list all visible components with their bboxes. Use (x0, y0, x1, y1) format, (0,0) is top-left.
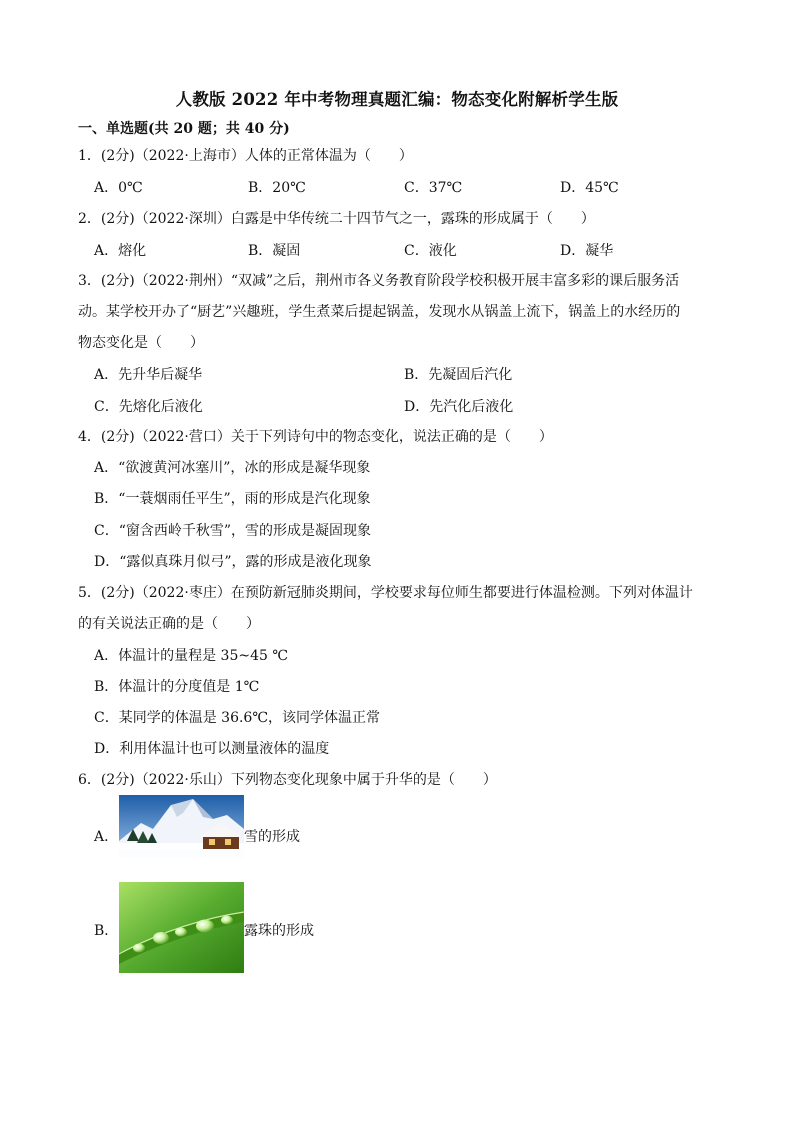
snow-scene-image (119, 795, 244, 858)
question-text: 6．(2分)（2022·乐山）下列物态变化现象中属于升华的是（ ） (78, 772, 497, 788)
option-d: D．利用体温计也可以测量液体的温度 (94, 741, 330, 757)
page-title: 人教版 2022 年中考物理真题汇编：物态变化附解析学生版 (175, 90, 619, 109)
question-text: 1．(2分)（2022·上海市）人体的正常体温为（ ） (78, 148, 413, 164)
option-c: C．37℃ (404, 180, 463, 196)
section-title: 一、单选题(共 20 题；共 40 分) (78, 121, 290, 137)
option-b: B．先凝固后汽化 (404, 367, 513, 383)
question-text: 物态变化是（ ） (78, 335, 204, 351)
question-text: 2．(2分)（2022·深圳）白露是中华传统二十四节气之一，露珠的形成属于（ ） (78, 211, 595, 227)
option-c: C．液化 (404, 243, 457, 259)
option-a: A．熔化 (94, 243, 147, 259)
question-text: 3．(2分)（2022·荆州）“双减”之后，荆州市各义务教育阶段学校积极开展丰富多彩的课后服务活 (78, 273, 680, 289)
option-a: A．“欲渡黄河冰塞川”，冰的形成是凝华现象 (94, 460, 371, 476)
question-text: 4．(2分)（2022·营口）关于下列诗句中的物态变化，说法正确的是（ ） (78, 429, 553, 445)
option-b-caption: 露珠的形成 (244, 923, 314, 939)
option-d: D．先汽化后液化 (404, 399, 514, 415)
option-c: C．“窗含西岭千秋雪”，雪的形成是凝固现象 (94, 523, 372, 539)
option-a-caption: 雪的形成 (244, 829, 300, 845)
option-c: C．某同学的体温是 36.6℃，该同学体温正常 (94, 710, 380, 726)
option-d: D．“露似真珠月似弓”，露的形成是液化现象 (94, 554, 372, 570)
option-a: A．0℃ (94, 180, 143, 196)
option-b: B．20℃ (248, 180, 306, 196)
option-b: B．凝固 (248, 243, 301, 259)
option-c: C．先熔化后液化 (94, 399, 203, 415)
option-d: D．45℃ (560, 180, 619, 196)
option-b: B．体温计的分度值是 1℃ (94, 679, 260, 695)
question-text: 5．(2分)（2022·枣庄）在预防新冠肺炎期间，学校要求每位师生都要进行体温检测。下列对体温计 (78, 585, 693, 601)
question-text: 的有关说法正确的是（ ） (78, 616, 260, 632)
option-d: D．凝华 (560, 243, 614, 259)
option-b: B．“一蓑烟雨任平生”，雨的形成是汽化现象 (94, 491, 371, 507)
option-a: A．先升华后凝华 (94, 367, 203, 383)
question-text: 动。某学校开办了“厨艺”兴趣班，学生煮菜后提起锅盖，发现水从锅盖上流下，锅盖上的水经历的 (78, 304, 681, 320)
option-a-letter: A． (94, 829, 119, 845)
option-b-letter: B． (94, 923, 119, 939)
dewdrop-leaf-image (119, 882, 244, 973)
option-a: A．体温计的量程是 35~45 ℃ (94, 648, 289, 664)
